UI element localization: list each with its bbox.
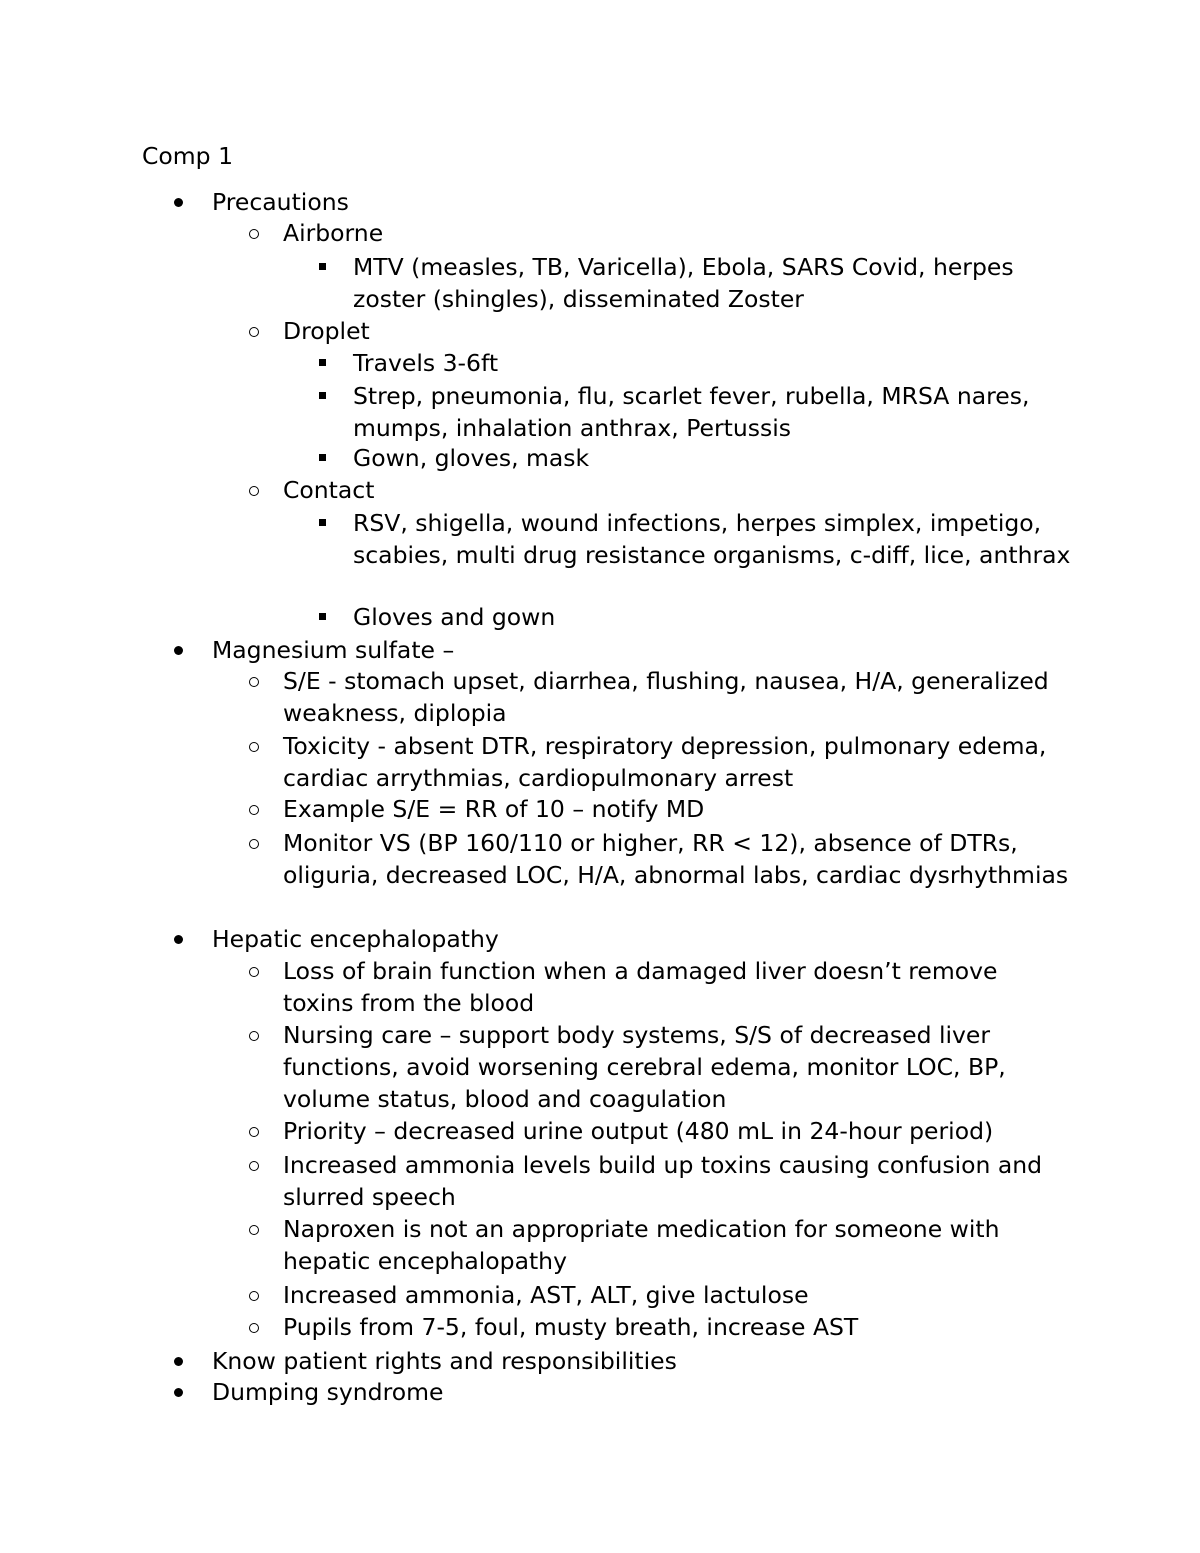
circle-bullet-icon <box>249 742 259 752</box>
list-item <box>283 793 1073 825</box>
list-item <box>283 665 1073 729</box>
list-item <box>283 730 1073 794</box>
circle-bullet-icon <box>249 839 259 849</box>
list-item <box>283 1311 1073 1343</box>
list-item-text: MTV (measles, TB, Varicella), Ebola, SARS Covid, herpes zoster (shingles), disseminated Zoster <box>353 253 1014 313</box>
list-item <box>353 442 1073 474</box>
circle-bullet-icon <box>249 677 259 687</box>
list-item-text: Precautions <box>212 188 349 216</box>
list-item-text: Contact <box>283 476 375 504</box>
list-item-text: Loss of brain function when a damaged liver doesn’t remove toxins from the blood <box>283 957 998 1017</box>
square-bullet-icon <box>319 454 326 461</box>
bullet-icon <box>174 935 183 944</box>
list-item-text: Hepatic encephalopathy <box>212 925 499 953</box>
square-bullet-icon <box>319 613 326 620</box>
bullet-icon <box>174 198 183 207</box>
list-item-text: Dumping syndrome <box>212 1378 444 1406</box>
square-bullet-icon <box>319 359 326 366</box>
bullet-icon <box>174 1388 183 1397</box>
list-item-text: Gloves and gown <box>353 603 556 631</box>
square-bullet-icon <box>319 263 326 270</box>
list-item <box>212 1376 1112 1408</box>
list-item <box>212 923 1112 955</box>
circle-bullet-icon <box>249 486 259 496</box>
square-bullet-icon <box>319 392 326 399</box>
list-item <box>283 217 1073 249</box>
list-item-text: S/E - stomach upset, diarrhea, flushing, nausea, H/A, generalized weakness, diplopia <box>283 667 1049 727</box>
square-bullet-icon <box>319 519 326 526</box>
list-item-text: Know patient rights and responsibilities <box>212 1347 677 1375</box>
list-item-text: Nursing care – support body systems, S/S of decreased liver functions, avoid worsening cerebral edema, monitor LOC, BP, volume status, blood and coagulation <box>283 1021 1006 1113</box>
list-item <box>212 186 1112 218</box>
circle-bullet-icon <box>249 1161 259 1171</box>
circle-bullet-icon <box>249 805 259 815</box>
list-item-text: Magnesium sulfate – <box>212 636 455 664</box>
list-item <box>212 634 1112 666</box>
list-item-text: Monitor VS (BP 160/110 or higher, RR < 12), absence of DTRs, oliguria, decreased LOC, H/A, abnormal labs, cardiac dysrhythmias <box>283 829 1069 889</box>
list-item <box>283 474 1073 506</box>
list-item-text: Gown, gloves, mask <box>353 444 590 472</box>
list-item <box>353 380 1073 444</box>
list-item-text: Travels 3-6ft <box>353 349 499 377</box>
list-item <box>283 827 1073 891</box>
bullet-icon <box>174 646 183 655</box>
list-item-text: Droplet <box>283 317 370 345</box>
list-item <box>283 1019 1073 1115</box>
list-item <box>353 347 1073 379</box>
circle-bullet-icon <box>249 1323 259 1333</box>
list-item <box>353 507 1073 571</box>
list-item-text: Priority – decreased urine output (480 mL in 24-hour period) <box>283 1117 994 1145</box>
list-item <box>283 955 1073 1019</box>
list-item <box>283 315 1073 347</box>
list-item <box>353 601 1073 633</box>
circle-bullet-icon <box>249 967 259 977</box>
list-item <box>283 1213 1073 1277</box>
bullet-icon <box>174 1357 183 1366</box>
circle-bullet-icon <box>249 1225 259 1235</box>
list-item <box>283 1115 1073 1147</box>
circle-bullet-icon <box>249 1031 259 1041</box>
circle-bullet-icon <box>249 1127 259 1137</box>
circle-bullet-icon <box>249 327 259 337</box>
list-item <box>212 1345 1112 1377</box>
list-item-text: RSV, shigella, wound infections, herpes simplex, impetigo, scabies, multi drug resistance organisms, c-diff, lice, anthrax <box>353 509 1071 569</box>
list-item-text: Increased ammonia levels build up toxins causing confusion and slurred speech <box>283 1151 1043 1211</box>
circle-bullet-icon <box>249 229 259 239</box>
list-item <box>353 251 1073 315</box>
list-item-text: Example S/E = RR of 10 – notify MD <box>283 795 705 823</box>
circle-bullet-icon <box>249 1291 259 1301</box>
list-item-text: Pupils from 7-5, foul, musty breath, increase AST <box>283 1313 859 1341</box>
list-item-text: Toxicity - absent DTR, respiratory depression, pulmonary edema, cardiac arrythmias, cardiopulmonary arrest <box>283 732 1047 792</box>
list-item <box>283 1279 1073 1311</box>
list-item-text: Increased ammonia, AST, ALT, give lactulose <box>283 1281 809 1309</box>
list-item <box>283 1149 1073 1213</box>
list-item-text: Airborne <box>283 219 384 247</box>
list-item-text: Strep, pneumonia, flu, scarlet fever, rubella, MRSA nares, mumps, inhalation anthrax, Pertussis <box>353 382 1030 442</box>
page-title: Comp 1 <box>142 142 234 170</box>
list-item-text: Naproxen is not an appropriate medication for someone with hepatic encephalopathy <box>283 1215 1000 1275</box>
